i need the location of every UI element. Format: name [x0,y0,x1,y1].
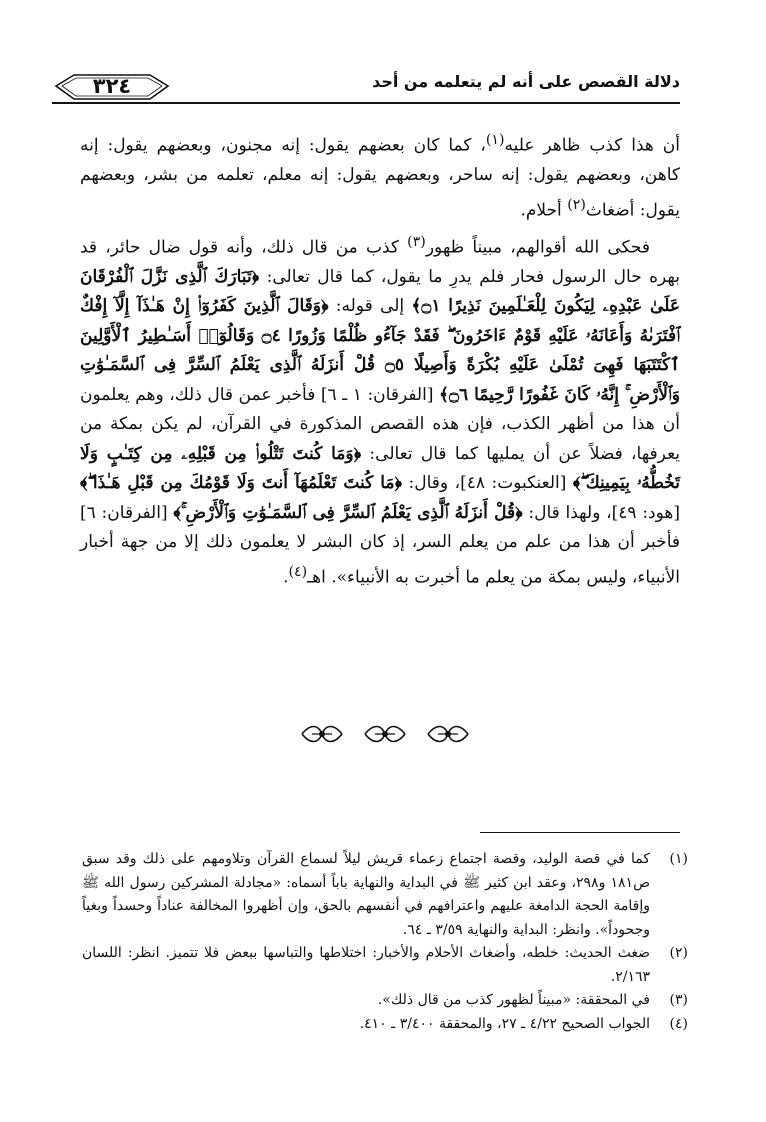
floral-ornament-icon [300,722,344,746]
text-run: أن هذا كذب ظاهر عليه [504,135,680,156]
text-run: [العنكبوت: ٤٨]، وقال: [402,473,573,494]
floral-ornament-icon [363,722,407,746]
main-text [80,126,680,595]
text-run: . [283,567,289,588]
footnote-ref-1: (١) [485,132,505,148]
header-rule [52,102,680,104]
quran-verse-furqan-4-6: ﴿وَقَالَ ٱلَّذِينَ كَفَرُوٓا۟ إِنْ هَـٰذَآ إِلَّآ إِفْكٌ ٱفْتَرَىٰهُ وَأَعَانَهُۥ عَلَيْهِ قَوْمٌ ءَاخَرُونَ ۖ فَقَدْ جَآءُو ظُلْمًا وَزُورًا ۝٤ وَقَالُوٓا۟ أَسَـٰطِيرُ ٱلْأَوَّلِينَ ٱكْتَتَبَهَا فَهِىَ تُمْلَىٰ عَلَيْهِ بُكْرَةً وَأَصِيلًا ۝٥ قُلْ أَنزَلَهُ ٱلَّذِى يَعْلَمُ ٱلسِّرَّ فِى ٱلسَّمَـٰوَٰتِ وَٱلْأَرْضِ ۚ إِنَّهُۥ كَانَ غَفُورًا رَّحِيمًا ۝٦﴾ [80,296,680,405]
paragraph-2 [80,228,680,593]
text-run: أحلام. [520,200,568,221]
footnote-3 [82,989,688,1013]
text-run: [الفرقان: ١ ـ ٦] فأخبر عمن قال ذلك، وهم يعلمون أن هذا من أظهر الكذب، فإن هذه القصص المذكورة في القرآن، لم يكن بمكة من يعرفها، فضلاً عن أن يمليها كما قال تعالى: [80,384,680,464]
footnote-separator [480,832,680,833]
footnote-text: ضغث الحديث: خلطه، وأضغاث الأحلام والأخبار: اختلاطها والتباسها ببعض فلا تتميز. انظر: اللسان ٢/١٦٣. [82,945,650,985]
footnote-ref-2: (٢) [567,196,586,213]
running-title: دلالة القصص على أنه لم يتعلمه من أحد [372,72,680,91]
paragraph-1 [80,126,680,226]
footnote-text: الجواب الصحيح ٤/٢٢ ـ ٢٧، والمحققة ٣/٤٠٠ ـ ٤١٠. [359,1015,650,1032]
page-number-badge [52,72,172,102]
text-run: [هود: ٤٩]، ولهذا قال: [522,502,681,523]
page-header [52,68,680,108]
quran-verse-ankabut-48: ﴿وَمَا كُنتَ تَتْلُوا۟ مِن قَبْلِهِۦ مِن كِتَـٰبٍ وَلَا تَخُطُّهُۥ بِيَمِينِكَ ۖ﴾ [80,443,680,494]
footnote-ref-4: (٤) [288,563,308,580]
quran-verse-furqan-6: ﴿قُلْ أَنزَلَهُ ٱلَّذِى يَعْلَمُ ٱلسِّرَّ فِى ٱلسَّمَـٰوَٰتِ وَٱلْأَرْضِ ۚ﴾ [173,502,523,523]
quran-verse-hud-49: ﴿مَا كُنتَ تَعْلَمُهَآ أَنتَ وَلَا قَوْمُكَ مِن قَبْلِ هَـٰذَا ۖ﴾ [80,473,403,494]
footnote-number: (٤) [669,1015,688,1032]
text-run: كذب من قال ذلك، وأنه قول ضال حائر، قد بهره حال الرسول فحار فلم يدرِ ما يقول، كما قال تعالى: [80,237,680,287]
section-divider-ornaments [300,722,470,752]
footnote-number: (١) [669,851,688,867]
text-run: ، كما كان بعضهم يقول: إنه مجنون، وبعضهم يقول: إنه كاهن، وبعضهم يقول: إنه ساحر، وبعضهم يقول: إنه معلم، تعلمه من بشر، وبعضهم يقول: أضغاث [80,135,680,221]
footnotes [82,848,688,1036]
footnote-2 [82,942,688,989]
text-run: فحكى الله أقوالهم، مبيناً ظهور [425,237,651,258]
text-run: إلى قوله: [328,296,412,317]
footnote-text: في المحققة: «مبيناً لظهور كذب من قال ذلك». [377,992,650,1008]
footnote-ref-3: (٣) [407,233,426,250]
footnote-number: (٣) [669,992,688,1008]
footnote-1 [82,848,688,942]
page-number: ٣٢٤ [92,74,132,98]
footnote-4 [82,1013,688,1037]
floral-ornament-icon [426,722,470,746]
text-run: [الفرقان: ٦] فأخبر أن هذا من علم من يعلم السر، إذ كان البشر لا يعلمون ذلك إلا من جهة أخبار الأنبياء، وليس بمكة من يعلم ما أخبرت به الأنبياء». اهـ [80,502,680,588]
footnote-text: كما في قصة الوليد، وقصة اجتماع زعماء قريش ليلاً لسماع القرآن وتلاومهم على ذلك وقد سبق ص١٨١ و٢٩٨، وعقد ابن كثير ﷺ في البداية والنهاية باباً أسماه: «مجادلة المشركين رسول الله ﷺ وإقامة الحجة الدامغة عليهم واعترافهم في أنفسهم بالحق، وإن أظهروا المخالفة عناداً وحسداً وبغياً وجحوداً». وانظر: البداية والنهاية ٣/٥٩ ـ ٦٤. [82,851,651,938]
footnote-number: (٢) [669,945,688,961]
quran-verse-furqan-1: ﴿تَبَارَكَ ٱلَّذِى نَزَّلَ ٱلْفُرْقَانَ عَلَىٰ عَبْدِهِۦ لِيَكُونَ لِلْعَـٰلَمِينَ نَذِيرًا ۝١﴾ [80,266,680,317]
